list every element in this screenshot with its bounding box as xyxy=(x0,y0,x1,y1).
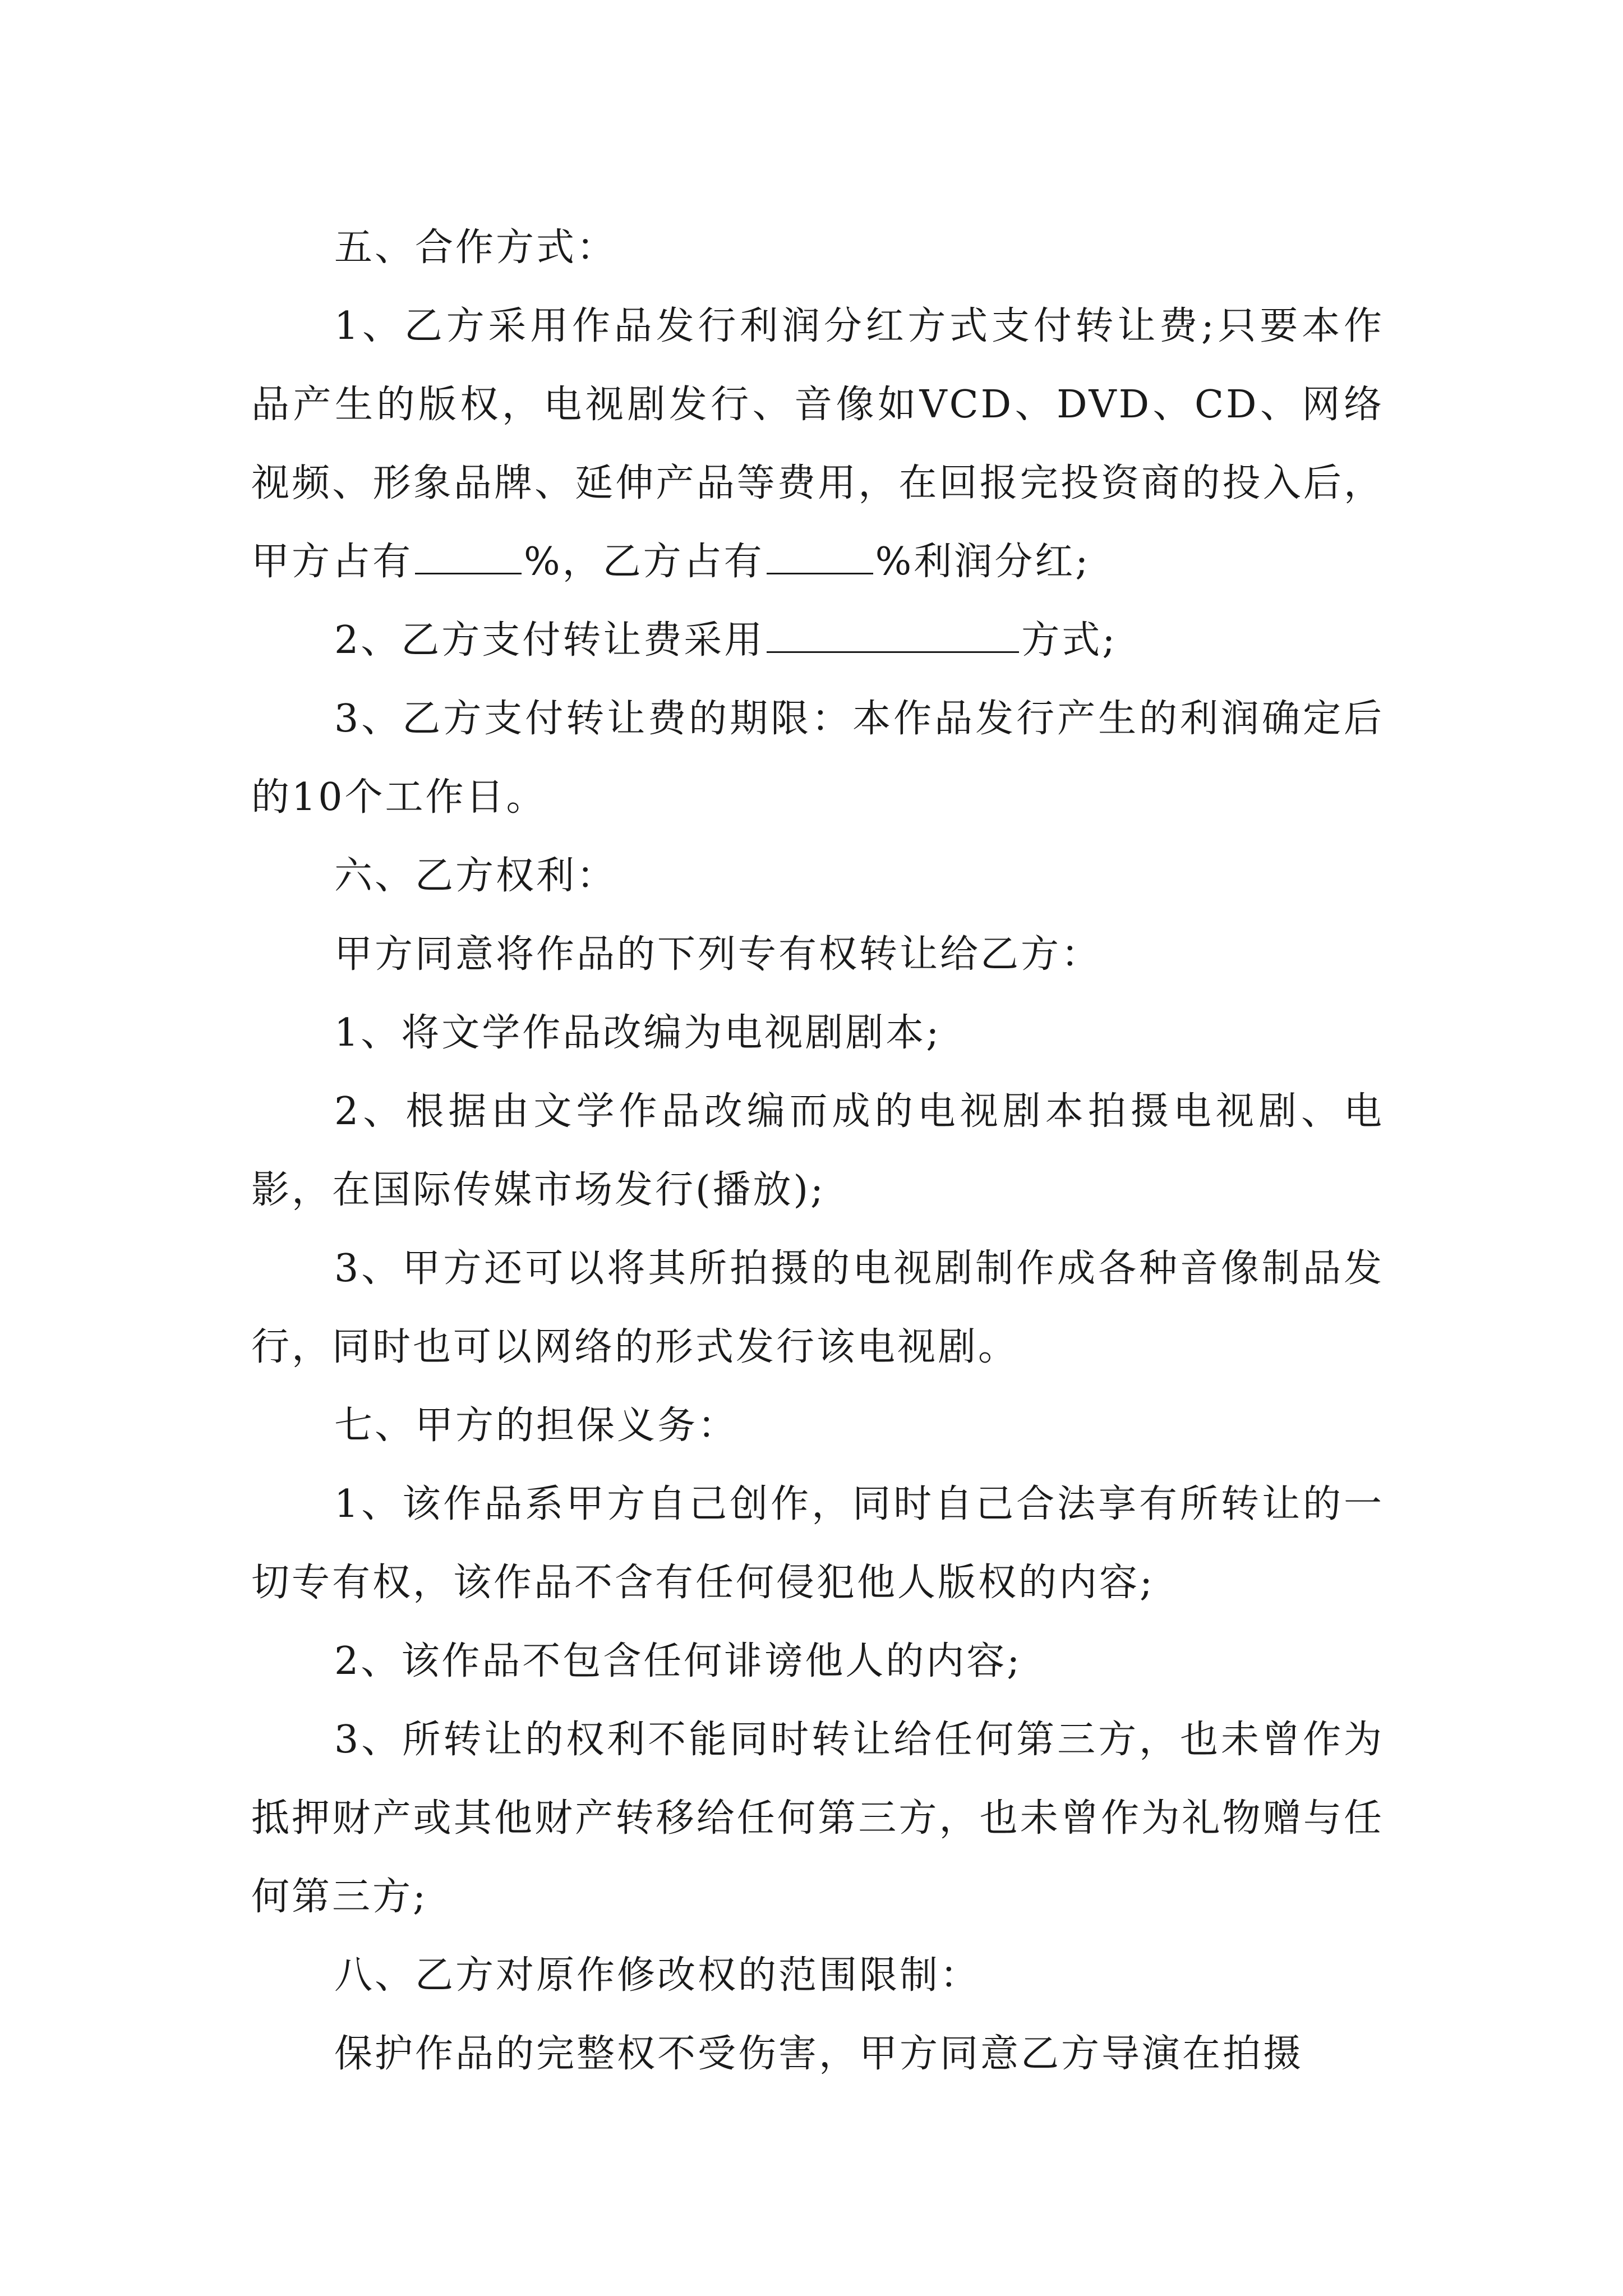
section-5-item-2-text-a: 2、乙方支付转让费采用 xyxy=(334,618,765,662)
section-5-item-1 xyxy=(251,287,1384,601)
section-7-heading xyxy=(251,1387,1384,1465)
section-6-item-2 xyxy=(251,1073,1384,1230)
section-8-heading-text: 八、乙方对原作修改权的范围限制： xyxy=(334,1953,981,1998)
section-7-item-3-text: 3、所转让的权利不能同时转让给任何第三方，也未曾作为抵押财产或其他财产转移给任何第三方，也未曾作为礼物赠与任何第三方; xyxy=(251,1718,1384,1919)
section-7-item-2 xyxy=(251,1622,1384,1701)
section-6-item-1-text: 1、将文学作品改编为电视剧剧本; xyxy=(334,1011,942,1055)
document-body xyxy=(251,209,1384,2093)
section-6-item-3 xyxy=(251,1230,1384,1387)
section-6-item-3-text: 3、甲方还可以将其所拍摄的电视剧制作成各种音像制品发行，同时也可以网络的形式发行该电视剧。 xyxy=(251,1246,1384,1369)
section-7-item-2-text: 2、该作品不包含任何诽谤他人的内容; xyxy=(334,1639,1022,1683)
section-6-heading xyxy=(251,837,1384,915)
section-6-item-1 xyxy=(251,994,1384,1073)
section-6-item-2-text: 2、根据由文学作品改编而成的电视剧本拍摄电视剧、电影，在国际传媒市场发行(播放); xyxy=(251,1089,1384,1212)
party-b-share-blank xyxy=(767,538,873,574)
section-5-item-1-text-c: %利润分红; xyxy=(875,540,1091,584)
section-5-item-2-text-b: 方式; xyxy=(1021,618,1118,662)
section-5-item-1-text-a: 1、乙方采用作品发行利润分红方式支付转让费;只要本作品产生的版权，电视剧发行、音像如VCD、DVD、CD、网络视频、形象品牌、延伸产品等费用，在回报完投资商的投入后，甲方占有 xyxy=(251,304,1384,584)
party-a-share-blank xyxy=(415,538,522,574)
section-5-heading xyxy=(251,209,1384,287)
section-7-item-1 xyxy=(251,1465,1384,1622)
section-8-heading xyxy=(251,1936,1384,2015)
section-5-item-3 xyxy=(251,680,1384,837)
section-6-heading-text: 六、乙方权利： xyxy=(334,854,617,898)
section-5-heading-text: 五、合作方式： xyxy=(334,226,617,270)
section-5-item-1-text-b: %，乙方占有 xyxy=(524,540,764,584)
section-7-heading-text: 七、甲方的担保义务： xyxy=(334,1404,739,1448)
section-8-text-content: 保护作品的完整权不受伤害，甲方同意乙方导演在拍摄 xyxy=(334,2032,1304,2076)
section-5-item-2 xyxy=(251,601,1384,680)
section-6-intro xyxy=(251,915,1384,994)
section-5-item-3-text: 3、乙方支付转让费的期限：本作品发行产生的利润确定后的10个工作日。 xyxy=(251,697,1384,820)
section-6-intro-text: 甲方同意将作品的下列专有权转让给乙方： xyxy=(334,932,1102,977)
section-8-text xyxy=(251,2015,1384,2093)
section-7-item-3 xyxy=(251,1701,1384,1936)
section-7-item-1-text: 1、该作品系甲方自己创作，同时自己合法享有所转让的一切专有权，该作品不含有任何侵犯他人版权的内容; xyxy=(251,1482,1384,1605)
payment-method-blank xyxy=(767,616,1019,653)
